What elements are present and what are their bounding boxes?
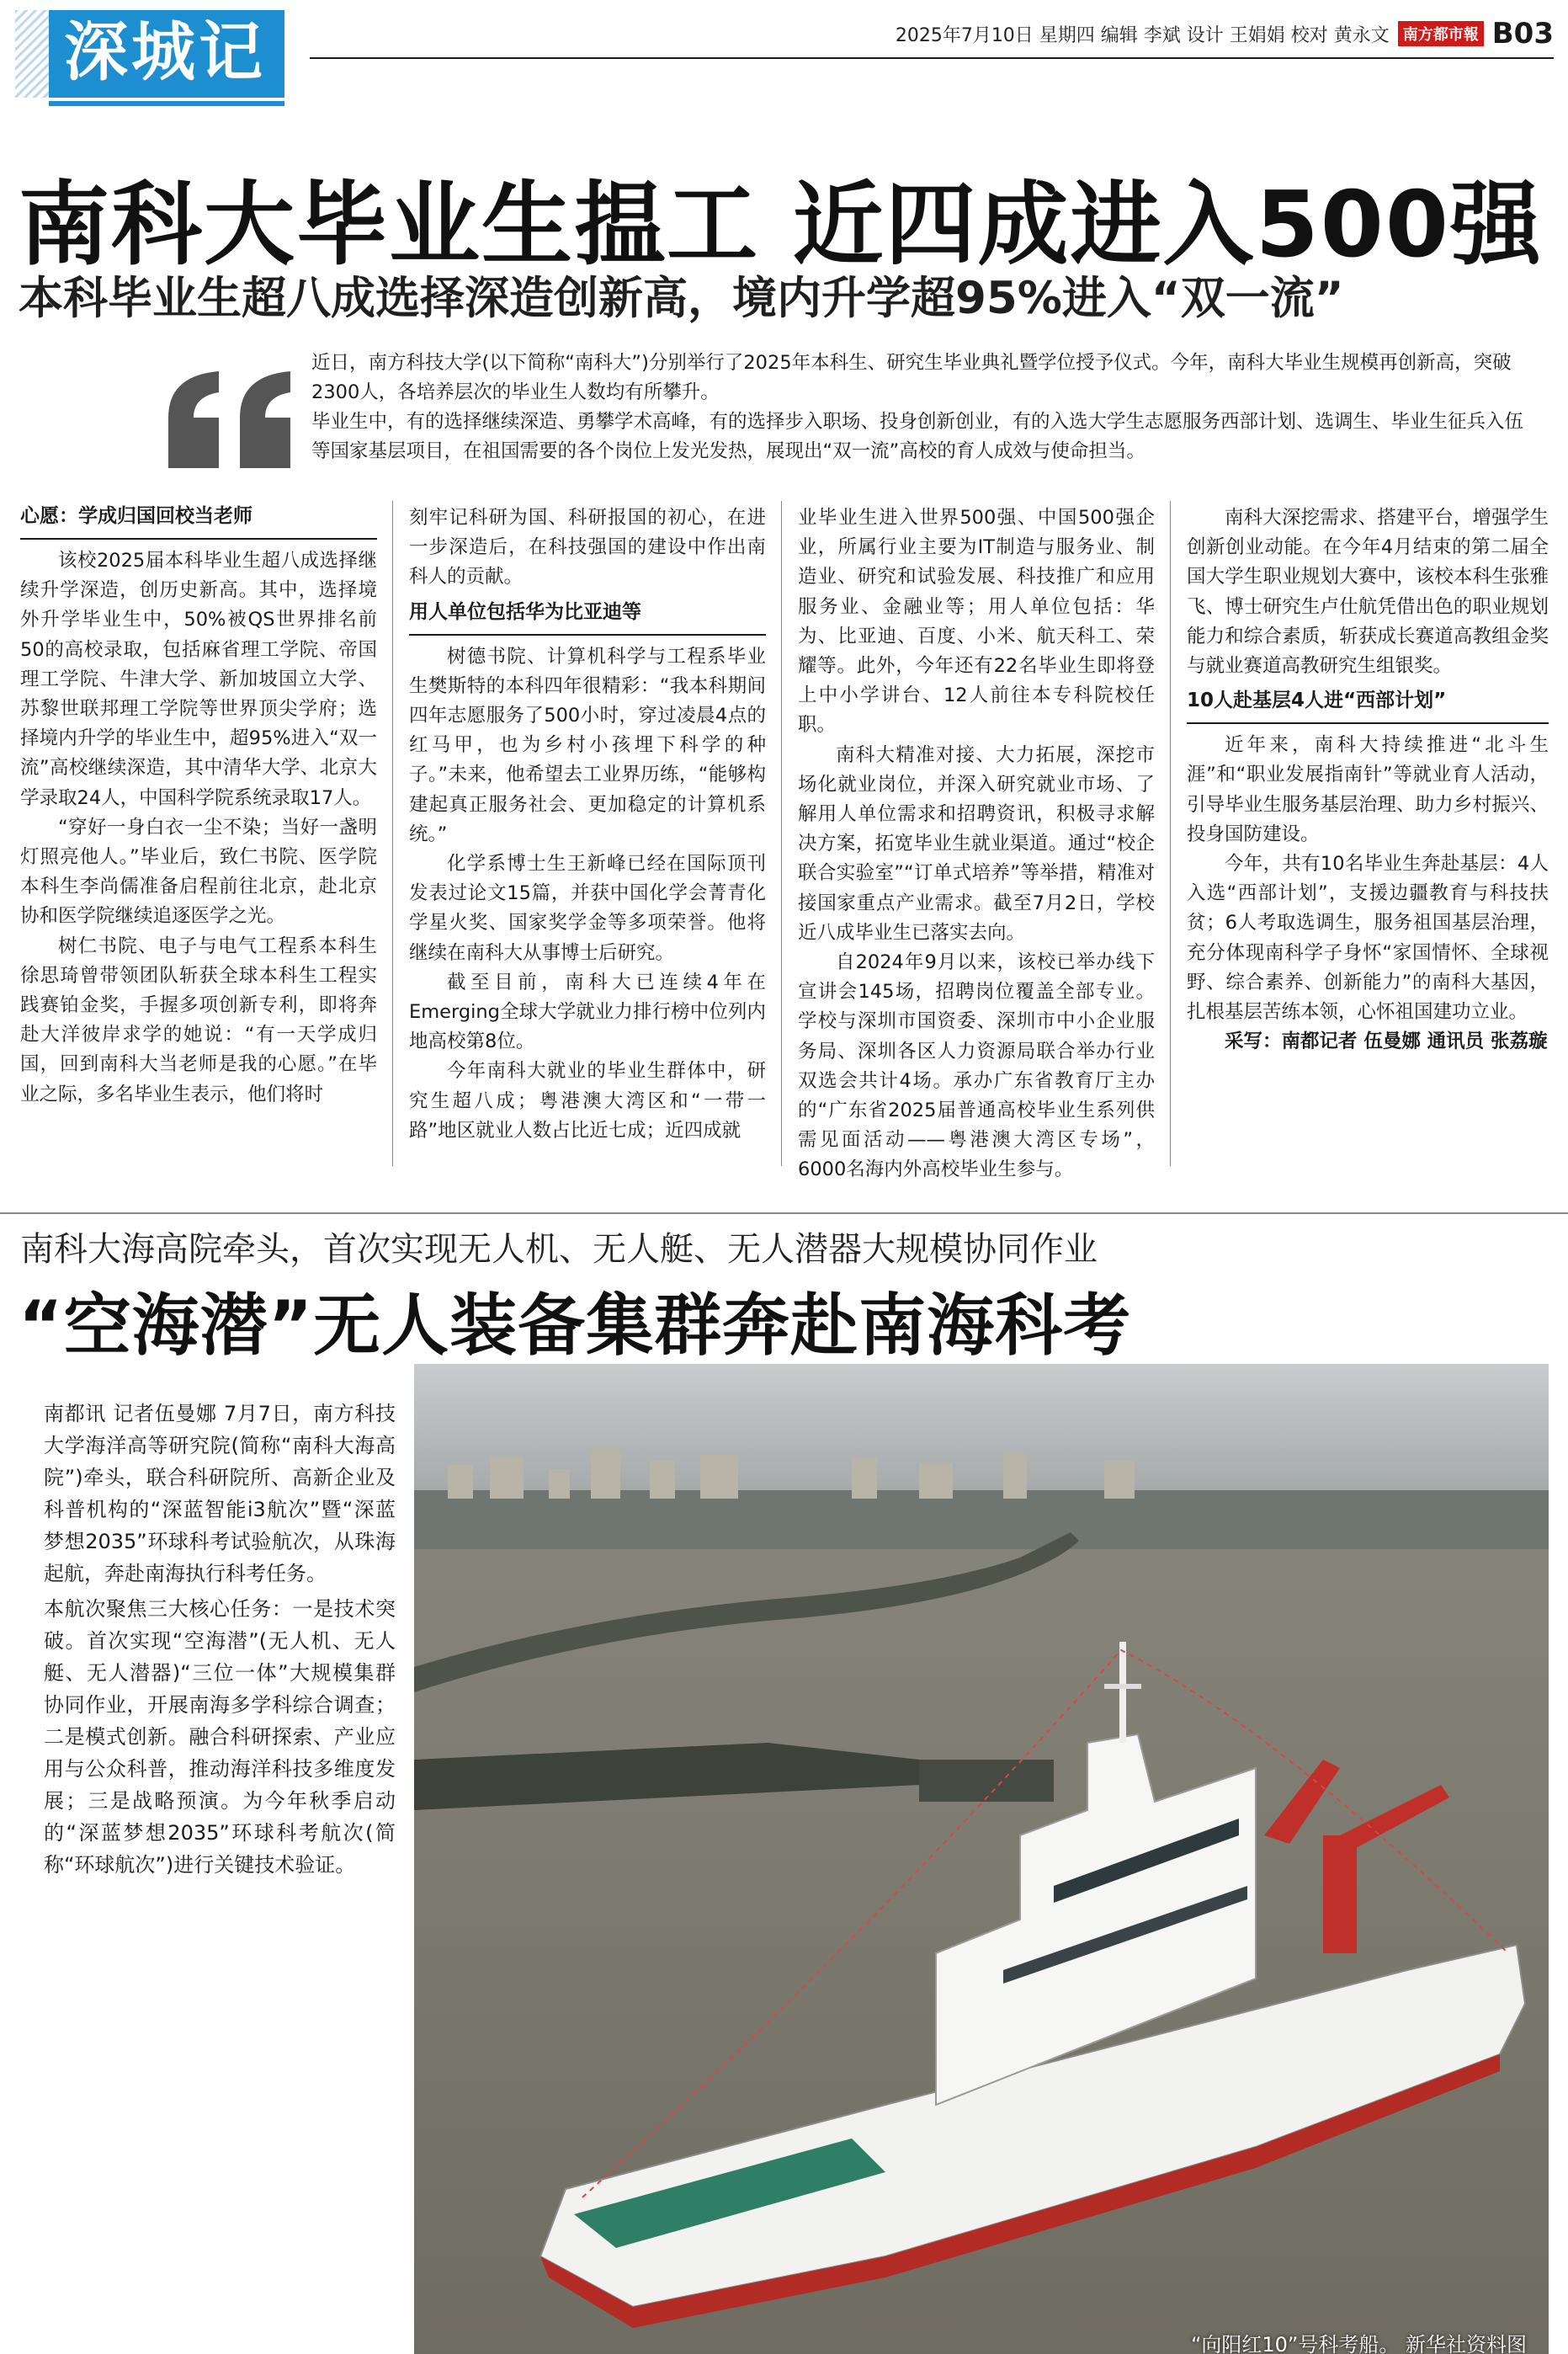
story1-column-4 [1187, 503, 1549, 1057]
story2-kicker: 南科大海高院牵头，首次实现无人机、无人艇、无人潜器大规模协同作业 [20, 1230, 1098, 1269]
byline: 采写：南都记者 伍曼娜 通讯员 张荔璇 [1225, 1031, 1548, 1053]
subhead: 心愿：学成归国回校当老师 [20, 497, 377, 540]
subheadline: 本科毕业生超八成选择深造创新高，境内升学超95%进入“双一流” [19, 273, 1344, 324]
story1-column-2 [409, 503, 766, 1146]
paragraph: 业毕业生进入世界500强、中国500强企业，所属行业主要为IT制造与服务业、制造业、研究和试验发展、科技推广和应用服务业、金融业等；用人单位包括：华为、比亚迪、百度、小米、航天科工、荣耀等。此外，今年还有22名毕业生即将登上中小学讲台、12人前往本专科院校任职。 [798, 507, 1155, 737]
photo-caption: “向阳红10”号科考船。 新华社资料图 [1190, 2333, 1527, 2354]
ship-illustration [414, 1364, 1549, 2354]
masthead-rule [310, 57, 1554, 59]
story1-column-1 [20, 497, 377, 1110]
quote-icon [160, 367, 303, 477]
section-logo: 深城记 [49, 10, 284, 98]
paragraph: 近年来，南科大持续推进“北斗生涯”和“职业发展指南针”等就业育人活动，引导毕业生服务基层治理、助力乡村振兴、投身国防建设。 [1187, 734, 1549, 845]
paragraph: 今年南科大就业的毕业生群体中，研究生超八成；粤港澳大湾区和“一带一路”地区就业人数占比近七成；近四成就 [409, 1060, 766, 1142]
paragraph: 该校2025届本科毕业生超八成选择继续升学深造，创历史新高。其中，选择境外升学毕业生中，50%被QS世界排名前50的高校录取，包括麻省理工学院、帝国理工学院、牛津大学、新加坡国立大学、苏黎世联邦理工学院等世界顶尖学府；选择境内升学的毕业生中，超95%进入“双一流”高校继续深造，其中清华大学、北京大学录取24人，中国科学院系统录取17人。 [20, 550, 377, 809]
paragraph: “穿好一身白衣一尘不染；当好一盏明灯照亮他人。”毕业后，致仁书院、医学院本科生李尚儒准备启程前往北京，赴北京协和医学院继续追逐医学之光。 [20, 816, 377, 928]
subhead: 用人单位包括华为比亚迪等 [409, 593, 766, 636]
masthead [15, 10, 1554, 111]
column-divider [1170, 501, 1171, 1166]
paragraph: 南科大精准对接、大力拓展，深挖市场化就业岗位，并深入研究就业市场、了解用人单位需求和招聘资讯，积极寻求解决方案，拓宽毕业生就业渠道。通过“校企联合实验室”“订单式培养”等举措，精准对接国家重点产业需求。截至7月2日，学校近八成毕业生已落实去向。 [798, 743, 1155, 944]
paragraph: 化学系博士生王新峰已经在国际顶刊发表过论文15篇，并获中国化学会菁青化学星火奖、国家奖学金等多项荣誉。他将继续在南科大从事博士后研究。 [409, 853, 766, 964]
paragraph: 树仁书院、电子与电气工程系本科生徐思琦曾带领团队斩获全球本科生工程实践赛铂金奖，手握多项创新专利，即将奔赴大洋彼岸求学的她说：“有一天学成归国，回到南科大当老师是我的心愿。”在毕业之际，多名毕业生表示，他们将时 [20, 935, 377, 1105]
paragraph: 截至目前，南科大已连续4年在Emerging全球大学就业力排行榜中位列内地高校第8位。 [409, 971, 766, 1053]
story1-column-3 [798, 503, 1155, 1185]
ship-photo [414, 1364, 1549, 2354]
masthead-info [896, 17, 1554, 51]
paragraph: 今年，共有10名毕业生奔赴基层：4人入选“西部计划”，支援边疆教育与科技扶贫；6人考取选调生，服务祖国基层治理，充分体现南科学子身怀“家国情怀、全球视野、综合素养、创新能力”的南科大基因，扎根基层苦练本领，心怀祖国建功立业。 [1187, 853, 1549, 1024]
lead-paragraph: 毕业生中，有的选择继续深造、勇攀学术高峰，有的选择步入职场、投身创新创业，有的入选大学生志愿服务西部计划、选调生、毕业生征兵入伍等国家基层项目，在祖国需要的各个岗位上发光发热，展现出“双一流”高校的育人成效与使命担当。 [311, 411, 1524, 462]
story2-intro [44, 1398, 396, 1881]
lead-text [311, 349, 1523, 466]
paragraph: 南都讯 记者伍曼娜 7月7日，南方科技大学海洋高等研究院(简称“南科大海高院”)牵头，联合科研院所、高新企业及科普机构的“深蓝智能i3航次”暨“深蓝梦想2035”环球科考试验航次，从珠海起航，奔赴南海执行科考任务。 [44, 1402, 396, 1585]
subhead: 10人赴基层4人进“西部计划” [1187, 681, 1549, 724]
lead-box [160, 347, 1549, 471]
lead-paragraph: 近日，南方科技大学(以下简称“南科大”)分别举行了2025年本科生、研究生毕业典礼暨学位授予仪式。今年，南科大毕业生规模再创新高，突破2300人，各培养层次的毕业生人数均有所攀升。 [311, 352, 1512, 403]
story-divider [0, 1212, 1568, 1214]
column-divider [392, 501, 393, 1166]
paragraph: 本航次聚焦三大核心任务：一是技术突破。首次实现“空海潜”(无人机、无人艇、无人潜器)“三位一体”大规模集群协同作业，开展南海多学科综合调查；二是模式创新。融合科研探索、产业应用与公众科普，推动海洋科技多维度发展；三是战略预演。为今年秋季启动的“深蓝梦想2035”环球科考航次(简称“环球航次”)进行关键技术验证。 [44, 1597, 396, 1877]
paragraph: 自2024年9月以来，该校已举办线下宣讲会145场，招聘岗位覆盖全部专业。学校与深圳市国资委、深圳市中小企业服务局、深圳各区人力资源局联合举办行业双选会共计4场。承办广东省教育厅主办的“广东省2025届普通高校毕业生系列供需见面活动——粤港澳大湾区专场”，6000名海内外高校毕业生参与。 [798, 951, 1155, 1181]
masthead-pattern [15, 10, 49, 98]
paragraph: 南科大深挖需求、搭建平台，增强学生创新创业动能。在今年4月结束的第二届全国大学生职业规划大赛中，该校本科生张雅飞、博士研究生卢仕航凭借出色的职业规划能力和综合素质，斩获成长赛道高教组金奖与就业赛道高教研究生组银奖。 [1187, 507, 1549, 678]
column-divider [781, 501, 782, 1166]
paper-logo: 南方都市報 [1398, 21, 1484, 46]
headline: 南科大毕业生揾工 近四成进入500强 [19, 173, 1544, 278]
page-number: B03 [1491, 17, 1554, 51]
paragraph: 刻牢记科研为国、科研报国的初心，在进一步深造后，在科技强国的建设中作出南科人的贡献。 [409, 507, 766, 588]
date-info: 2025年7月10日 星期四 编辑 李斌 设计 王娟娟 校对 黄永文 [895, 24, 1390, 46]
story2-headline: “空海潜”无人装备集群奔赴南海科考 [19, 1286, 1132, 1365]
paragraph: 树德书院、计算机科学与工程系毕业生樊斯特的本科四年很精彩：“我本科期间四年志愿服务了500小时，穿过凌晨4点的红马甲，也为乡村小孩埋下科学的种子。”未来，他希望去工业界历练，“能够构建起真正服务社会、更加稳定的计算机系统。” [409, 645, 766, 845]
